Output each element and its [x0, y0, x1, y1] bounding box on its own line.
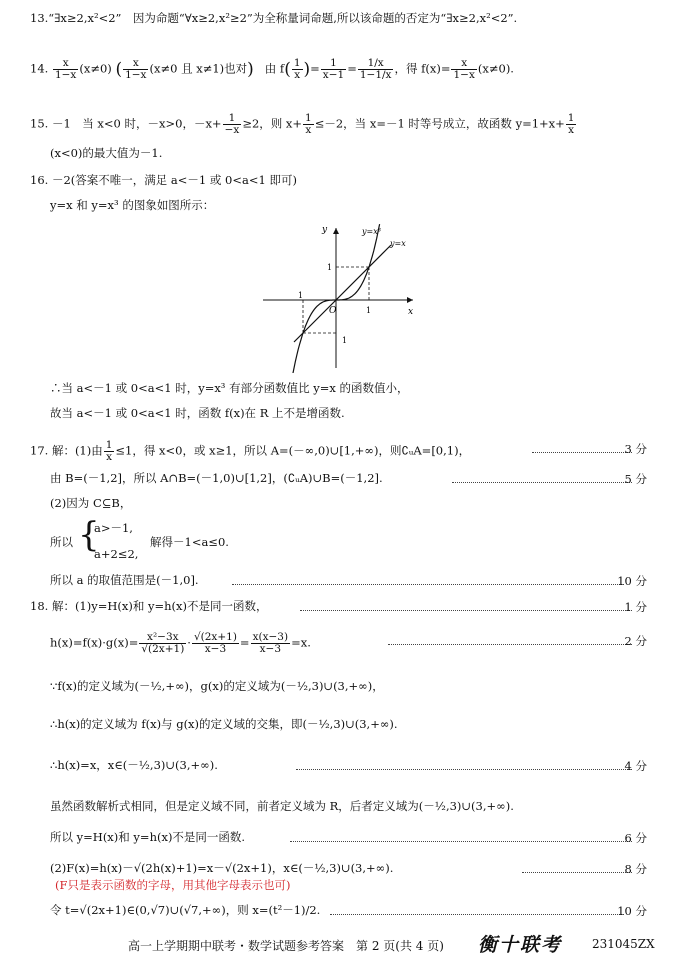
footer-seal: 衡十联考 — [478, 934, 563, 956]
q13-line: 13.“∃x≥2,x²<2” 因为命题“∀x≥2,x²≥2”为全称量词命题,所以该命题的否定为“∃x≥2,x²<2”. — [30, 11, 518, 25]
q17-line3: (2)因为 C⊆B， — [50, 496, 132, 510]
function-graph — [258, 218, 423, 373]
q17-part1: 17. 解：(1)由 — [30, 443, 103, 458]
q18-part2: =x. — [291, 635, 311, 650]
footer-text: 高一上学期期中联考・数学试题参考答案 第 2 页(共 4 页) — [128, 939, 444, 953]
label-y: y — [322, 225, 328, 235]
q17-line1: 17. 解：(1)由 $\frac{1}{x}$ ≤1，得 x<0，或 x≥1，所以 A=(－∞,0)∪[1,+∞)，则∁ᵤA=[0,1)， — [30, 439, 471, 463]
q18-score1: 1 分 — [624, 600, 647, 614]
q14-frac1: $\frac{x}{1-x}$ — [54, 57, 77, 81]
q18-score6: 10 分 — [617, 904, 647, 918]
q18-line7: 所以 y=H(x)和 y=h(x)不是同一函数. — [50, 830, 246, 844]
q18-line5: ∴h(x)=x，x∈(－½,3)∪(3,+∞). — [50, 758, 218, 772]
q18-line6: 虽然函数解析式相同，但是定义域不同，前者定义域为 R，后者定义域为(－½,3)∪(3,+∞). — [50, 799, 514, 813]
q14-mid: 由 f — [264, 61, 285, 76]
q17-line2: 由 B=(－1,2]，所以 A∩B=(－1,0)∪[1,2]，(∁ᵤA)∪B=(－1,2]. — [50, 471, 383, 485]
q17-sys2: a+2≤2, — [94, 547, 139, 561]
q17-line5: 所以 a 的取值范围是(－1,0]. — [50, 573, 199, 587]
x-axis-arrow — [407, 297, 413, 303]
q18-line1: 18. 解：(1)y=H(x)和 y=h(x)不是同一函数， — [30, 599, 268, 613]
q15-line2: (x<0)的最大值为－1. — [50, 146, 163, 160]
q18-line2: h(x)=f(x)·g(x)= $\frac{\text{x²−3x}}{√(2x+1)}$ · $\frac{√(2x+1)}{x-3}$ = $\frac{x(x-3)}{x-3}$ =x. — [50, 631, 311, 655]
q18-line8: (2)F(x)=h(x)－√(2h(x)+1)=x－√(2x+1)，x∈(－½,3)∪(3,+∞). — [50, 861, 394, 875]
q16-line1: 16. －2(答案不唯一，满足 a<－1 或 0<a<1 即可) — [30, 173, 297, 187]
q17-sys1: a>－1, — [94, 521, 133, 535]
q16-line3: ∴当 a<－1 或 0<a<1 时，y=x³ 有部分函数值比 y=x 的函数值小， — [50, 381, 409, 395]
q17-part2: ≤1，得 x<0，或 x≥1，所以 A=(－∞,0)∪[1,+∞)，则∁ᵤA=[0,1)， — [115, 443, 471, 458]
label-one-y: 1 — [327, 263, 333, 272]
q18-score3: 4 分 — [624, 759, 647, 773]
y-axis-arrow — [333, 228, 339, 234]
q18-score5: 8 分 — [624, 862, 647, 876]
label-cubic: y=x³ — [362, 227, 381, 236]
q18-part1: h(x)=f(x)·g(x)= — [50, 635, 139, 650]
q14-frac2: $\frac{x}{1-x}$ — [125, 57, 147, 81]
q15-part2: ≥2，则 x+ — [242, 116, 303, 131]
q14-tail: (x≠0). — [477, 61, 514, 76]
q17-sys-label: 所以 — [50, 535, 73, 549]
q14-line: 14. $\frac{x}{1-x}$ (x≠0) ( $\frac{x}{1-x}$ (x≠0 且 x≠1)也对) 由 f( $\frac{1}{x}$ )= $\frac{1}{x-1}$ = $\frac{1/x}{1-1/x}$ ，得 f(x)= $\frac{x}{1-x}$ (x≠0). — [30, 57, 514, 81]
q17-sys-after: 解得－1<a≤0. — [150, 535, 229, 549]
label-neg-one-x: 1 — [298, 291, 304, 300]
q18-score2: 2 分 — [624, 634, 647, 648]
q14-ans-a: (x≠0) — [79, 61, 112, 76]
q18-line4: ∴h(x)的定义域为 f(x)与 g(x)的定义域的交集，即(－½,3)∪(3,+∞). — [50, 717, 398, 731]
q15-part1: 15. －1 当 x<0 时，－x>0，－x+ — [30, 116, 222, 131]
q18-score4: 6 分 — [624, 831, 647, 845]
q17-score1: 3 分 — [624, 442, 647, 456]
q18-note: (F只是表示函数的字母，用其他字母表示也可) — [55, 878, 291, 892]
label-neg-one-y: 1 — [342, 336, 348, 345]
label-origin: O — [329, 306, 337, 316]
q17-score2: 5 分 — [624, 472, 647, 486]
q14-num: 14. — [30, 61, 49, 76]
q18-line3: ∵f(x)的定义域为(－½,+∞)，g(x)的定义域为(－½,3)∪(3,+∞)， — [50, 679, 384, 693]
q17-score3: 10 分 — [617, 574, 647, 588]
q16-line2: y=x 和 y=x³ 的图象如图所示： — [50, 198, 215, 212]
footer-code: 231045ZX — [592, 937, 655, 951]
q14-rest: ，得 f(x)= — [394, 61, 451, 76]
q14-ans-b: (x≠0 且 x≠1)也对 — [149, 61, 248, 76]
q16-line4: 故当 a<－1 或 0<a<1 时，函数 f(x)在 R 上不是增函数. — [50, 406, 345, 420]
line-y-equals-x — [294, 245, 391, 342]
q15-part3: ≤－2，当 x=－1 时等号成立，故函数 y=1+x+ — [314, 116, 565, 131]
q18-line9: 令 t=√(2x+1)∈(0,√7)∪(√7,+∞)，则 x=(t²－1)/2. — [50, 903, 321, 917]
label-x: x — [408, 307, 414, 317]
label-linear: y=x — [390, 239, 406, 248]
label-one-x: 1 — [366, 306, 372, 315]
q15-line1: 15. －1 当 x<0 时，－x>0，－x+ $\frac{1}{-x}$ ≥2，则 x+ $\frac{1}{x}$ ≤－2，当 x=－1 时等号成立，故函数 y=1+x+ $\frac{1}{x}$ — [30, 112, 575, 136]
